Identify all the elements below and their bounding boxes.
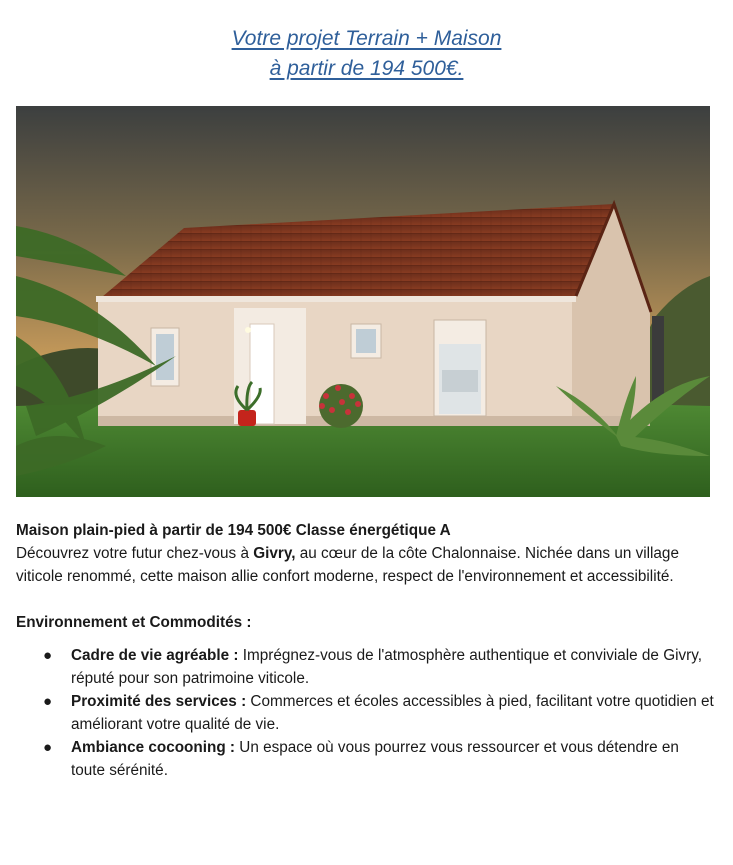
list-item-label: Proximité des services : [71,693,247,710]
headline [0,24,733,84]
bullet-icon: ● [43,647,53,664]
intro-text-start: Découvrez votre futur chez-vous à [16,545,254,562]
list-item-text: Imprégnez-vous de l'atmosphère authentique et conviviale de Givry, réputé pour son patrimoine viticole. [71,647,702,687]
bullet-icon: ● [43,693,53,710]
list-item-text: Un espace où vous pourrez vous ressourcer et vous détendre en toute sérénité. [71,739,679,779]
description-section [16,519,716,782]
list-item-text: Commerces et écoles accessibles à pied, facilitant votre quotidien et améliorant votre qualité de vie. [71,693,714,733]
house-photo [16,106,710,497]
offer-title: Maison plain-pied à partir de 194 500€ Classe énergétique A [16,522,451,539]
list-item [43,644,716,690]
bullet-icon: ● [43,739,53,756]
house-illustration [16,106,710,497]
list-item [43,736,716,782]
town-name: Givry, [253,545,296,562]
amenities-heading: Environnement et Commodités : [16,614,252,631]
list-item-label: Ambiance cocooning : [71,739,236,756]
headline-line-2: à partir de 194 500€. [269,57,464,80]
headline-line-1: Votre projet Terrain + Maison [231,27,502,50]
intro-text-end: au cœur de la côte Chalonnaise. Nichée dans un village viticole renommé, cette maison allie confort moderne, respect de l'environnement et accessibilité. [16,545,679,585]
amenities-list [16,644,716,782]
intro-paragraph [16,542,716,588]
list-item-label: Cadre de vie agréable : [71,647,239,664]
list-item [43,690,716,736]
